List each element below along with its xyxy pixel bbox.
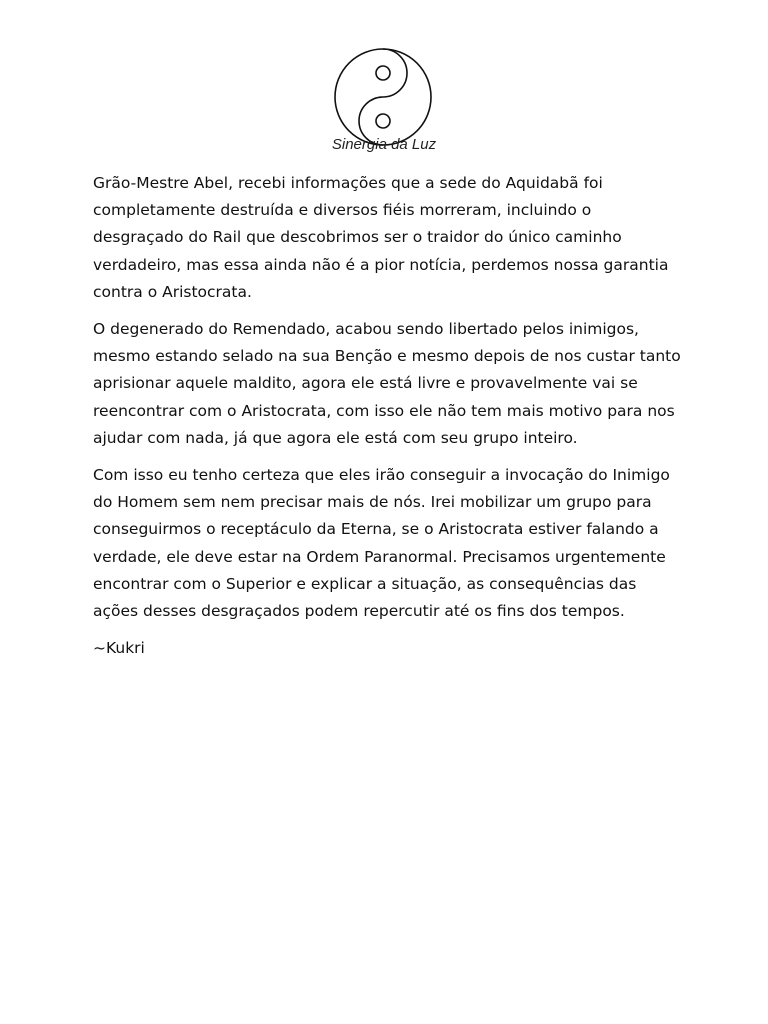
letter-paragraph: Com isso eu tenho certeza que eles irão conseguir a invocação do Inimigo do Homem sem nem precisar mais de nós. Irei mobilizar um grupo para conseguirmos o receptáculo da Eterna, se o Aristocrata estiver falando a verdade, ele deve estar na Ordem Paranormal. Precisamos urgentemente encontrar com o Superior e explicar a situação, as consequências das ações desses desgraçados podem repercutir até os fins dos tempos. bbox=[93, 466, 670, 621]
letter-paragraph: Grão-Mestre Abel, recebi informações que a sede do Aquidabã foi completamente destruída e diversos fiéis morreram, incluindo o desgraçado do Rail que descobrimos ser o traidor do único caminho verdadeiro, mas essa ainda não é a pior notícia, perdemos nossa garantia contra o Aristocrata. bbox=[93, 174, 669, 301]
logo-caption: Sinergia da Luz bbox=[331, 136, 437, 153]
yin-yang-icon bbox=[333, 47, 433, 147]
letter-body bbox=[93, 170, 683, 672]
letter-signature: ~Kukri bbox=[93, 639, 145, 658]
letter-paragraph: O degenerado do Remendado, acabou sendo libertado pelos inimigos, mesmo estando selado na sua Benção e mesmo depois de nos custar tanto aprisionar aquele maldito, agora ele está livre e provavelmente vai se reencontrar com o Aristocrata, com isso ele não tem mais motivo para nos ajudar com nada, já que agora ele está com seu grupo inteiro. bbox=[93, 320, 681, 447]
